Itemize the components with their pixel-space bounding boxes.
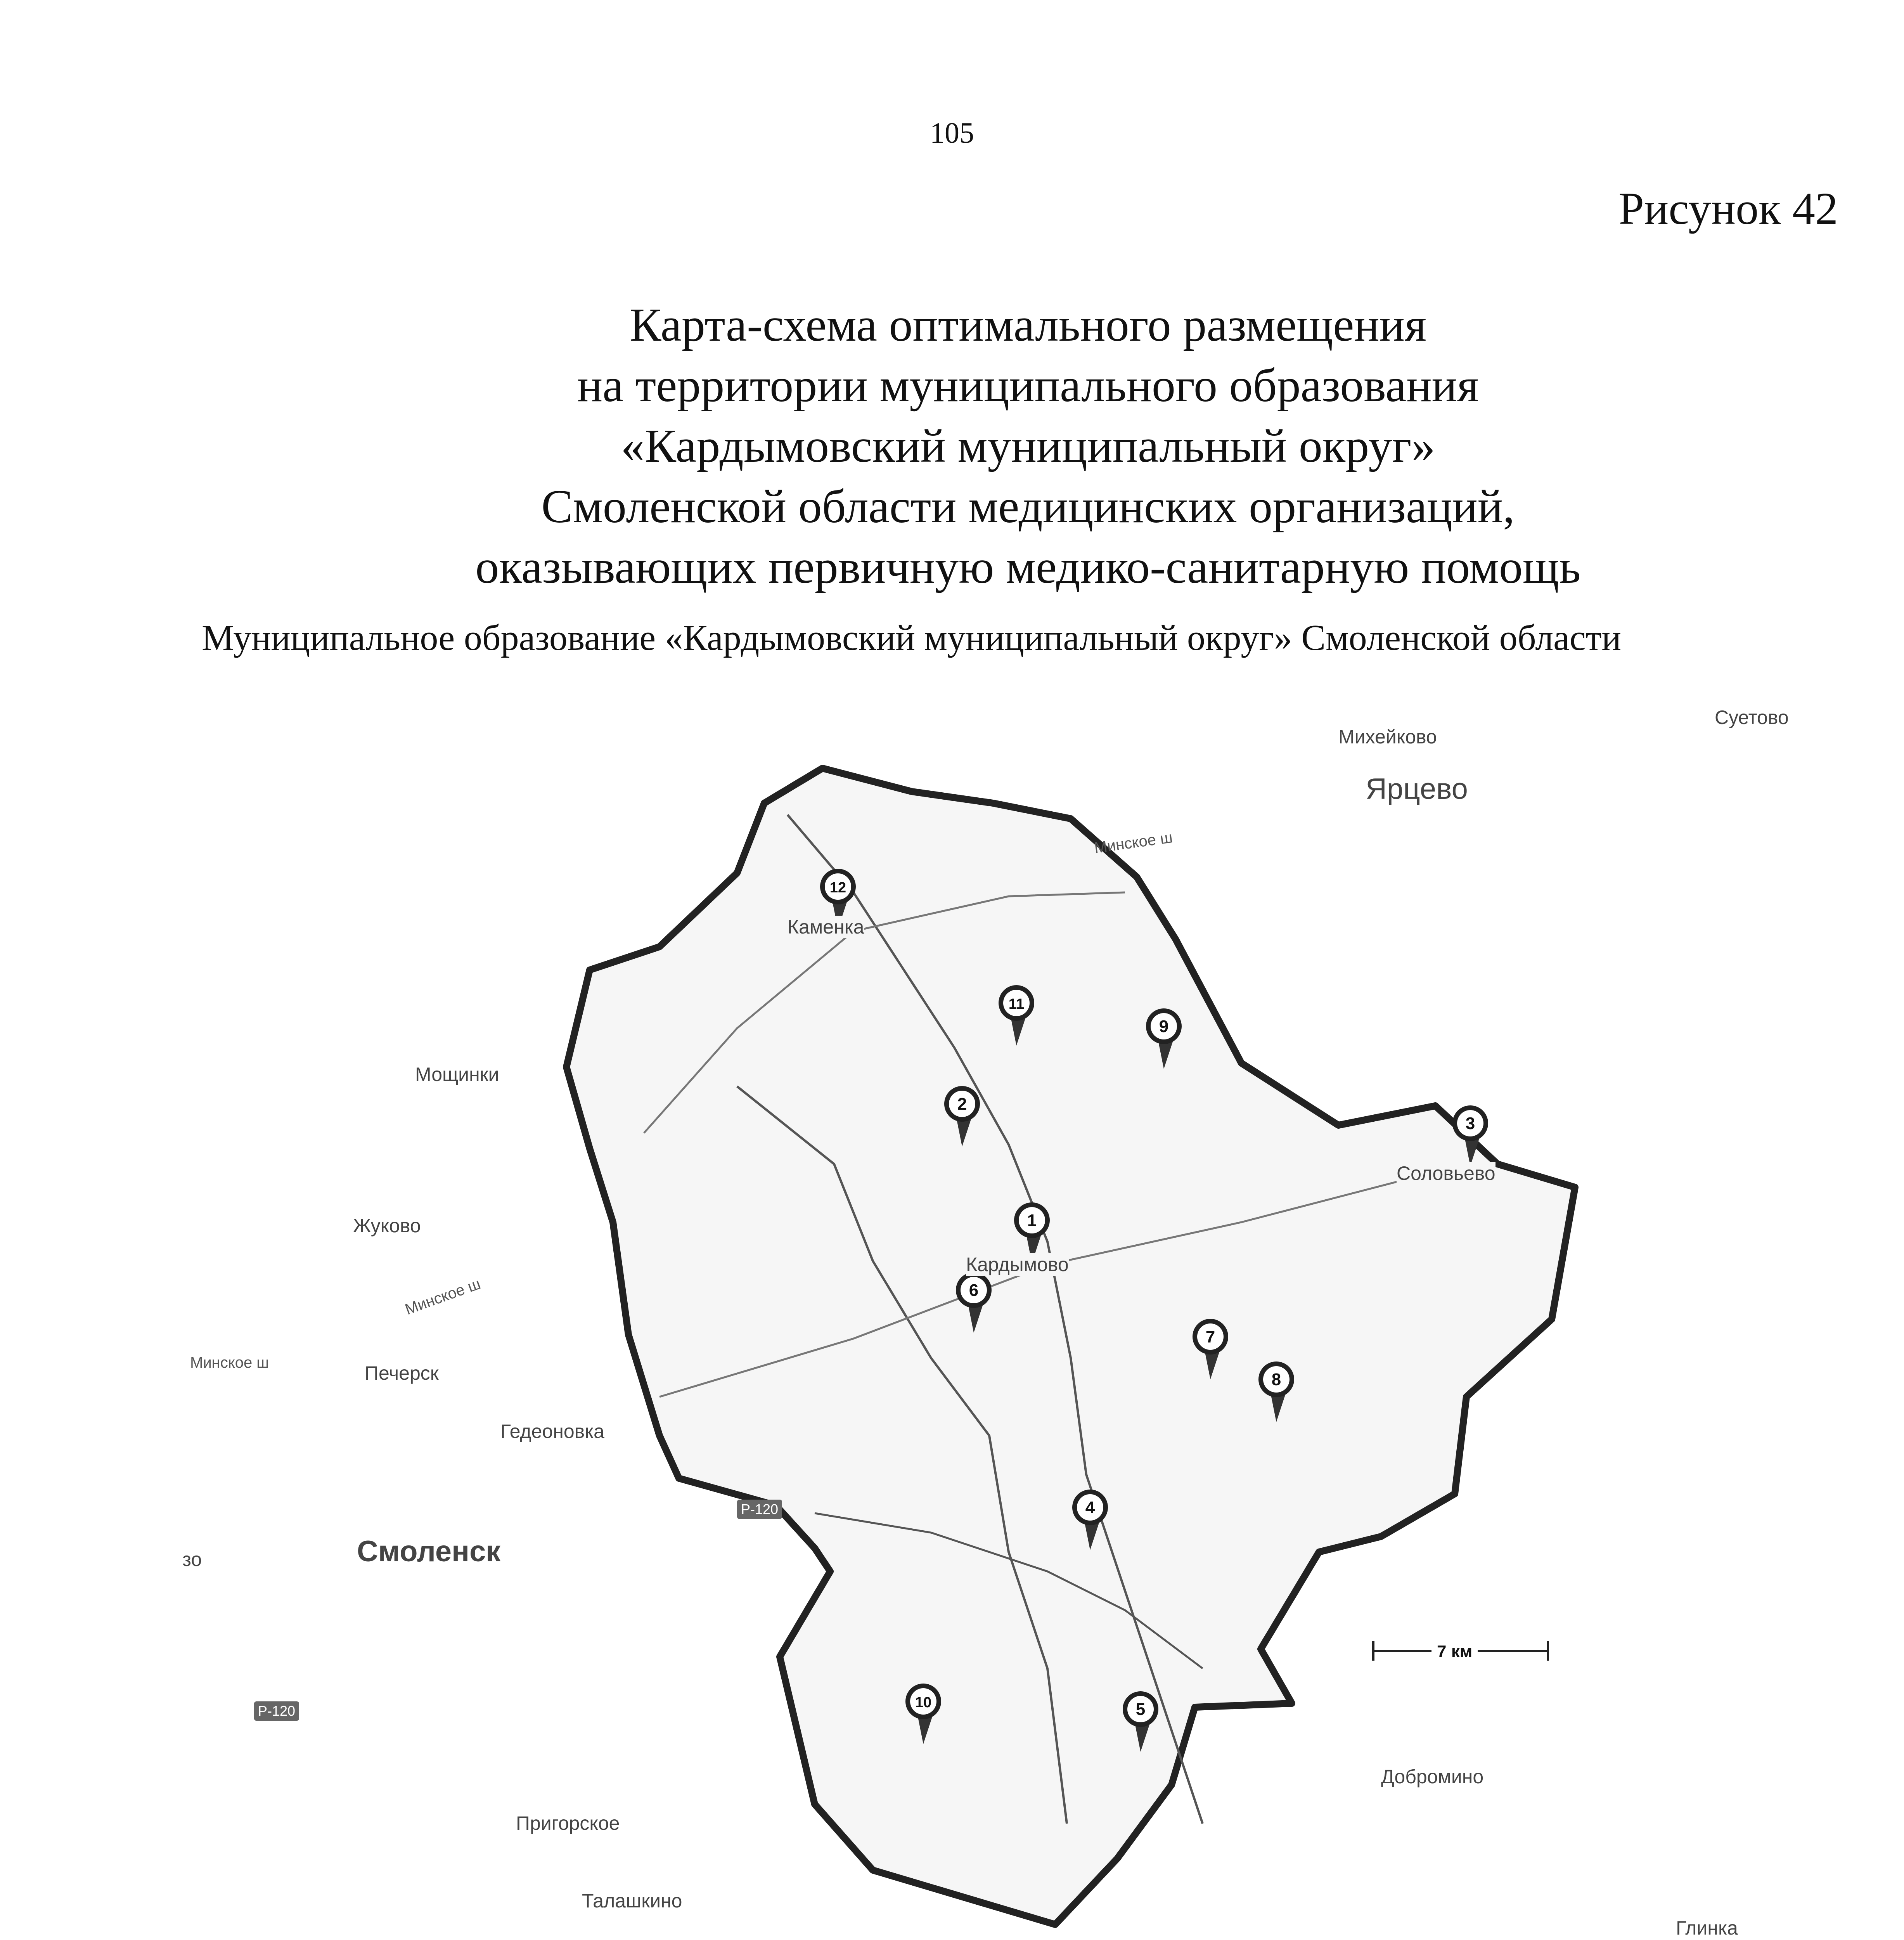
pin-tail-icon bbox=[1084, 1521, 1099, 1550]
road-label-minskoe: Минское ш bbox=[190, 1354, 269, 1371]
marker-number: 10 bbox=[915, 1694, 932, 1711]
place-label-mikheykovo: Михейково bbox=[1338, 726, 1437, 748]
place-label-gedeonovka: Гедеоновка bbox=[500, 1420, 604, 1442]
scale-label: 7 км bbox=[1431, 1642, 1478, 1661]
marker-number: 12 bbox=[829, 880, 846, 896]
place-label-yartsevo: Ярцево bbox=[1366, 773, 1468, 805]
title-line: Смоленской области медицинских организаций, bbox=[541, 480, 1515, 533]
medical-facility-marker-11[interactable] bbox=[995, 982, 1038, 1048]
medical-facility-marker-7[interactable] bbox=[1189, 1315, 1232, 1381]
road-label-minskoe: Минское ш bbox=[1093, 829, 1174, 857]
page-number: 105 bbox=[930, 117, 974, 149]
medical-facility-marker-3[interactable] bbox=[1449, 1102, 1492, 1168]
place-label-prigorskoe: Пригорское bbox=[516, 1812, 620, 1834]
marker-number: 7 bbox=[1205, 1327, 1215, 1346]
place-label-edge: зо bbox=[182, 1549, 202, 1570]
pin-tail-icon bbox=[1011, 1017, 1025, 1046]
place-label-pechersk: Печерск bbox=[365, 1362, 439, 1384]
title-line: оказывающих первичную медико-санитарную помощь bbox=[475, 541, 1581, 593]
medical-facility-marker-4[interactable] bbox=[1069, 1486, 1111, 1552]
pin-tail-icon bbox=[1464, 1137, 1479, 1166]
medical-facility-marker-2[interactable] bbox=[941, 1083, 983, 1148]
road-label-minskoe: Минское ш bbox=[403, 1275, 483, 1318]
pin-tail-icon bbox=[1158, 1040, 1173, 1069]
pin-tail-icon bbox=[917, 1715, 932, 1744]
place-label-kamenka: Каменка bbox=[788, 916, 864, 938]
map-subtitle: Муниципальное образование «Кардымовский муниципальный округ» Смоленской области bbox=[202, 618, 1621, 658]
marker-number: 2 bbox=[957, 1095, 967, 1114]
marker-number: 3 bbox=[1465, 1114, 1475, 1133]
marker-number: 11 bbox=[1008, 996, 1025, 1012]
medical-facility-marker-10[interactable] bbox=[902, 1680, 945, 1746]
place-label-glinka: Глинка bbox=[1676, 1917, 1738, 1939]
medical-facility-marker-8[interactable] bbox=[1255, 1358, 1298, 1424]
place-label-kardymovo: Кардымово bbox=[966, 1254, 1069, 1275]
place-label-zhukovo: Жуково bbox=[353, 1215, 421, 1237]
pin-tail-icon bbox=[1270, 1393, 1285, 1422]
pin-tail-icon bbox=[1135, 1723, 1149, 1752]
title-line: на территории муниципального образования bbox=[577, 359, 1479, 412]
medical-facility-marker-9[interactable] bbox=[1142, 1005, 1185, 1071]
marker-number: 6 bbox=[969, 1281, 979, 1300]
pin-tail-icon bbox=[1205, 1350, 1219, 1379]
district-boundary bbox=[566, 768, 1575, 1924]
place-label-suetovo: Суетово bbox=[1715, 707, 1789, 728]
pin-tail-icon bbox=[968, 1304, 983, 1333]
title-line: «Кардымовский муниципальный округ» bbox=[621, 420, 1435, 472]
marker-number: 5 bbox=[1135, 1700, 1146, 1719]
place-label-moshchinki: Мощинки bbox=[415, 1064, 499, 1085]
pin-tail-icon bbox=[956, 1117, 971, 1147]
medical-facility-marker-6[interactable] bbox=[952, 1269, 995, 1335]
marker-number: 8 bbox=[1271, 1370, 1281, 1389]
place-label-solovyevo: Соловьево bbox=[1397, 1162, 1496, 1184]
place-label-smolensk: Смоленск bbox=[357, 1535, 501, 1568]
marker-number: 4 bbox=[1085, 1498, 1095, 1517]
marker-number: 9 bbox=[1159, 1017, 1169, 1036]
medical-facility-marker-5[interactable] bbox=[1119, 1688, 1162, 1754]
title-line: Карта-схема оптимального размещения bbox=[629, 299, 1427, 351]
road-shield: Р-120 bbox=[737, 1500, 782, 1519]
figure-label: Рисунок 42 bbox=[1618, 183, 1838, 234]
place-label-dobromino: Добромино bbox=[1381, 1766, 1484, 1788]
place-label-talashkino: Талашкино bbox=[582, 1890, 682, 1912]
marker-number: 1 bbox=[1027, 1211, 1037, 1230]
road-shield: Р-120 bbox=[254, 1701, 299, 1721]
